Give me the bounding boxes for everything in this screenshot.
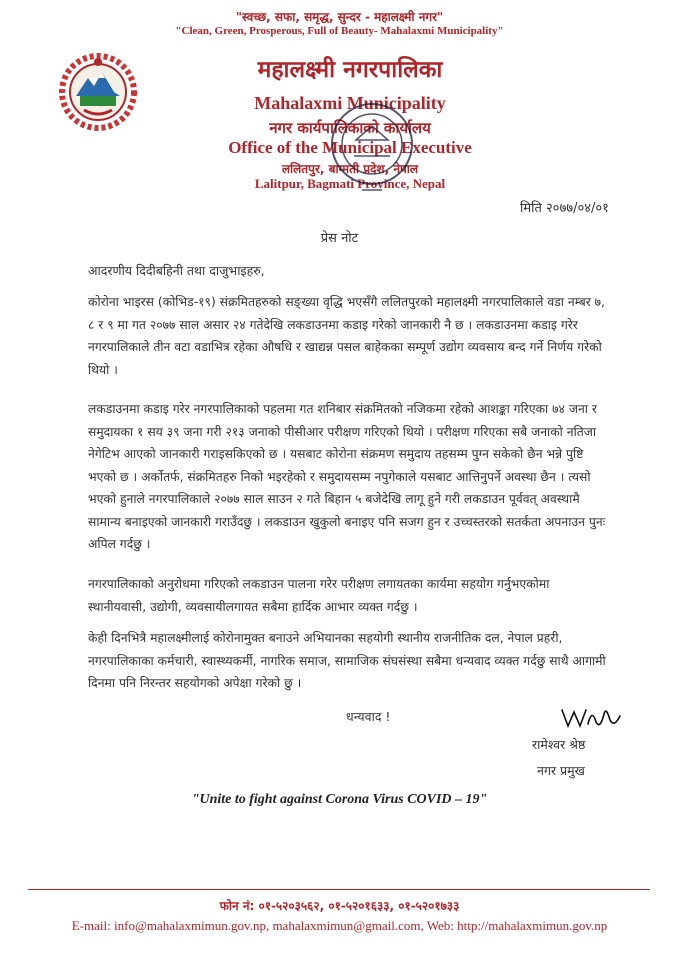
handwritten-signature-icon (558, 700, 628, 734)
paragraph-1: कोरोना भाइरस (कोभिड-१९) संक्रमितहरुको सङ्ख्या वृद्धि भएसँगै ललितपुरको महालक्ष्मी नगरपालिकाले वडा नम्बर ७, ८ र ९ मा गत २०७७ साल असार २४ गतेदेखि लकडाउनमा कडाइ गरेको जानकारी नै छ । लकडाउनमा कडाइ गरेर नगरपालिकाले तीन वटा वडाभित्र रहेका औषधि र खाद्यन्न पसल बाहेकका सम्पूर्ण उद्योग व्यवसाय बन्द गर्ने निर्णय गरेको थियो । (88, 295, 605, 377)
salutation: आदरणीय दिदीबहिनी तथा दाजुभाइहरु, (88, 263, 265, 278)
paragraph-2: लकडाउनमा कडाइ गरेर नगरपालिकाको पहलमा गत शनिबार संक्रमितको नजिकमा रहेको आशङ्का गरिएका ७४ जना र समुदायका १ सय ३९ जना गरी २१३ जनाको पीसीआर परीक्षण गरिएको थियो । परीक्षण गरिएका सबै जनाको नतिजा नेगेटिभ आएको जानकारी गराइसकिएको छ । यसबाट कोरोना संक्रमण समुदाय तहसम्म पुग्न सकेको छैन भन्ने पुष्टि भएको छ । अर्कोतर्फ, संक्रमितहरु निको भइरहेको र समुदायसम्म नपुगेकाले यसबाट आत्तिनुपर्ने अवस्था छैन । त्यसो भएको हुनाले नगरपालिकाले २०७७ साल साउन २ गते बिहान ५ बजेदेखि लागू हुने गरी लकडाउन पूर्ववत् अवस्थामै सामान्य बनाइएको जानकारी गराउँदछु । लकडाउन खुकुलो बनाइए पनि सजग हुन र उच्चस्तरको सतर्कता अपनाउन पुनः अपिल गर्दछु । (88, 402, 606, 551)
paragraph-3: नगरपालिकाको अनुरोधमा गरिएको लकडाउन पालना गरेर परीक्षण लगायतका कार्यमा सहयोग गर्नुभएकोमा स्थानीयवासी, उद्योगी, व्यवसायीलगायत सबैमा हार्दिक आभार व्यक्त गर्दछु । (88, 577, 550, 614)
signatory-name: रामेश्वर श्रेष्ठ (532, 737, 586, 752)
organization-name-nepali: महालक्ष्मी नगरपालिका (257, 57, 443, 83)
address-nepali: ललितपुर, बाग्मती प्रदेश, नेपाल (281, 162, 419, 176)
footer-phone: फोन नं: ०१-५२०३५६२, ०१-५२०१६३३, ०१-५२०१७३३ (219, 899, 460, 913)
nepal-emblem-icon (58, 52, 138, 132)
motto-text: "Unite to fight against Corona Virus COVID – 19" (191, 792, 488, 807)
document-date: मिति २०७७/०४/०१ (520, 201, 609, 216)
office-name-english: Office of the Municipal Executive (228, 138, 472, 157)
office-name-nepali: नगर कार्यपालिकाको कार्यालय (269, 119, 431, 137)
address-english: Lalitpur, Bagmati Province, Nepal (254, 176, 446, 191)
organization-name-english: Mahalaxmi Municipality (254, 93, 446, 113)
footer-contact: E-mail: info@mahalaxmimun.gov.np, mahalaxmimun@gmail.com, Web: http://mahalaxmimun.gov.np (71, 918, 608, 933)
document-title: प्रेस नोट (320, 231, 359, 246)
closing-thanks: धन्यवाद ! (346, 709, 391, 724)
paragraph-4: केही दिनभित्रै महालक्ष्मीलाई कोरोनामुक्त बनाउने अभियानका सहयोगी स्थानीय राजनीतिक दल, नेपाल प्रहरी, नगरपालिकाका कर्मचारी, स्वास्थ्यकर्मी, नागरिक समाज, सामाजिक संघसंस्था सबैमा धन्यवाद व्यक्त गर्दछु साथै आगामी दिनमा पनि निरन्तर सहयोगको अपेक्षा गरेको छु । (88, 631, 606, 690)
footer-divider (28, 889, 650, 890)
slogan-english: "Clean, Green, Prosperous, Full of Beauty- Mahalaxmi Municipality" (175, 25, 504, 37)
slogan-nepali: "स्वच्छ, सफा, समृद्ध, सुन्दर - महालक्ष्मी नगर" (235, 10, 444, 24)
signatory-title: नगर प्रमुख (537, 763, 585, 778)
office-stamp-icon (326, 100, 418, 200)
